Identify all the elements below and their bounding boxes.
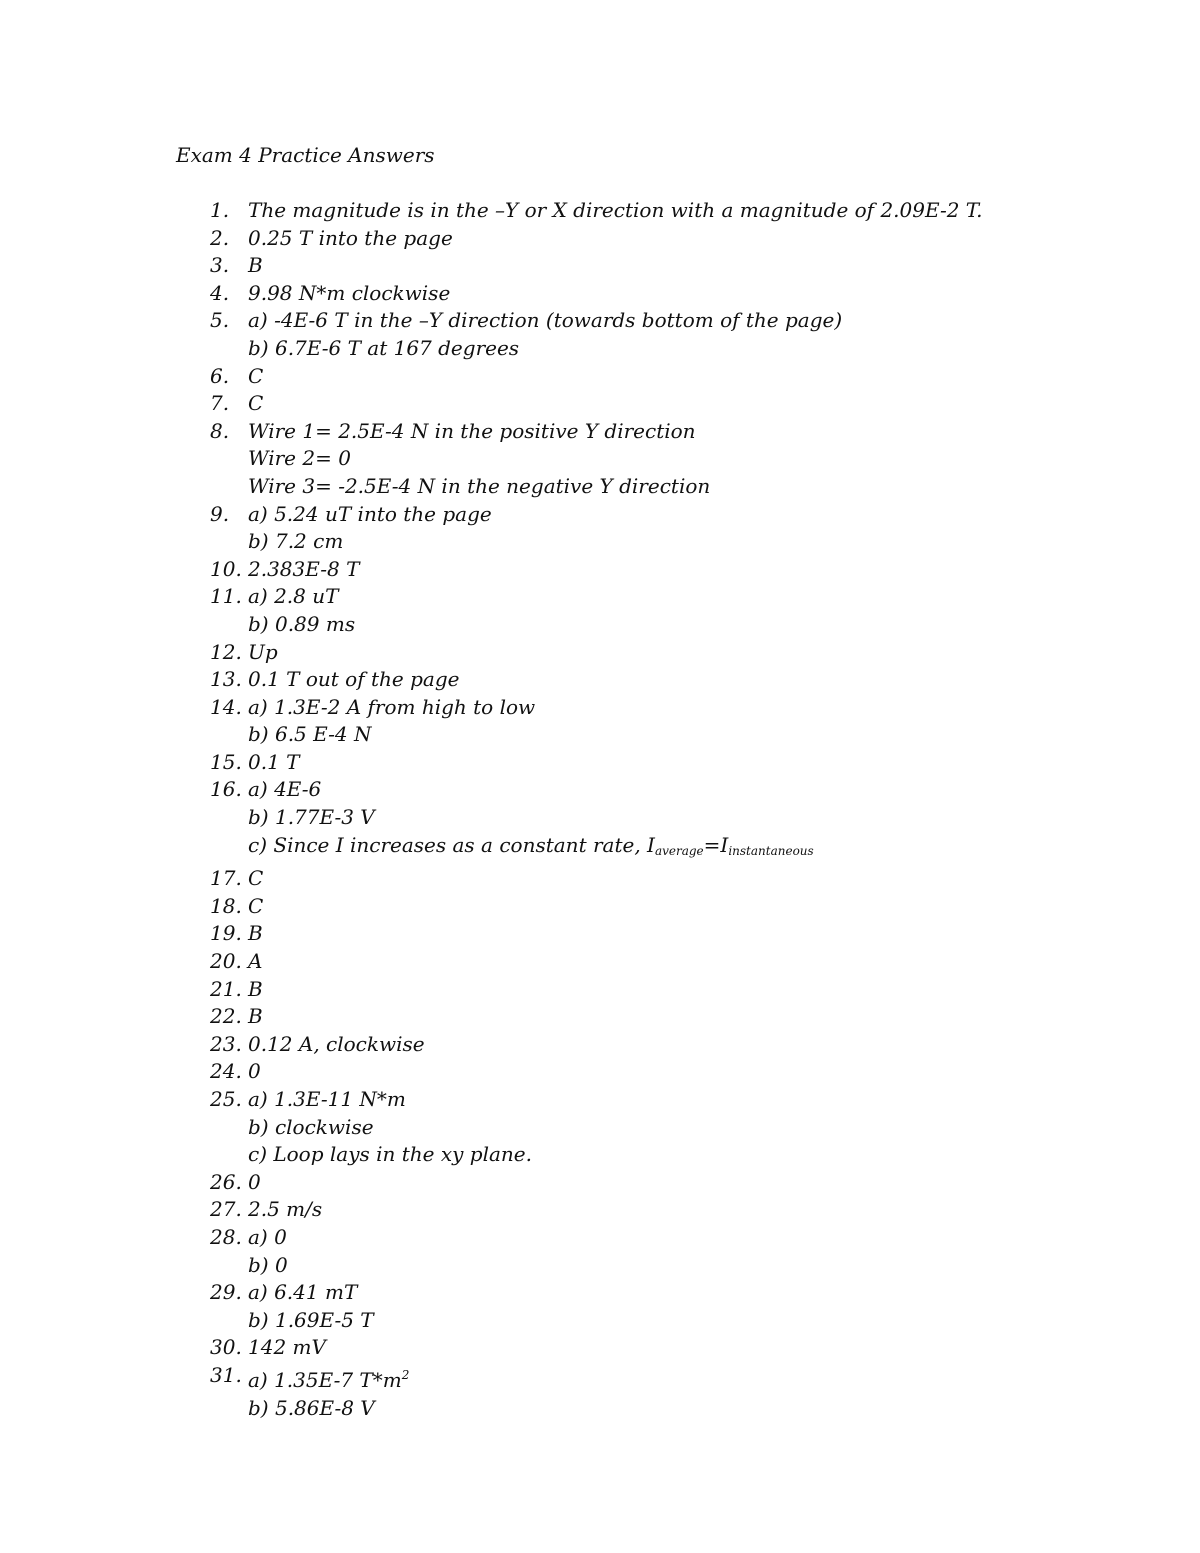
answer-number: 19. (210, 921, 242, 946)
answer-number: 6. (210, 363, 230, 388)
answer-line: b) 5.86E-8 V (248, 1395, 375, 1420)
answer-line: The magnitude is in the –Y or X direction with a magnitude of 2.09E-2 T. (248, 198, 983, 222)
answer-number: 7. (210, 391, 230, 416)
answer-line: 0.1 T out of the page (248, 667, 460, 692)
answer-line: Wire 1= 2.5E-4 N in the positive Y direction (248, 418, 696, 443)
answer-number: 26. (210, 1169, 242, 1194)
answer-line: a) 6.41 mT (248, 1280, 358, 1305)
answer-line: 0.1 T (248, 749, 300, 774)
answer-number: 2. (210, 225, 230, 250)
answer-number: 5. (210, 308, 230, 333)
answer-item (176, 390, 1076, 418)
answer-item (176, 418, 1076, 501)
subscript: average (654, 843, 704, 858)
answer-number: 15. (210, 749, 242, 774)
answer-line: b) 0 (248, 1252, 288, 1277)
answer-item (176, 501, 1076, 556)
answer-line: b) 6.5 E-4 N (248, 722, 372, 747)
answer-line: b) 7.2 cm (248, 529, 344, 554)
answer-number: 3. (210, 253, 230, 278)
answer-item (176, 865, 1076, 893)
answer-line: a) 2.8 uT (248, 584, 339, 609)
answer-number: 14. (210, 694, 242, 719)
answer-number: 30. (210, 1335, 242, 1360)
answer-item (176, 197, 1076, 225)
answer-item (176, 976, 1076, 1004)
answer-item (176, 776, 1076, 865)
answer-number: 10. (210, 556, 242, 581)
answer-line: Wire 3= -2.5E-4 N in the negative Y direction (248, 473, 711, 498)
answer-number: 21. (210, 976, 242, 1001)
answer-number: 11. (210, 584, 242, 609)
answer-text: a) 1.35E-7 T*m (248, 1367, 402, 1392)
answer-number: 18. (210, 893, 242, 918)
answer-item (176, 1334, 1076, 1362)
answer-line: b) 0.89 ms (248, 611, 356, 636)
answer-number: 4. (210, 280, 230, 305)
answer-line: a) 0 (248, 1224, 287, 1249)
answer-line: B (248, 253, 263, 278)
answer-number: 23. (210, 1031, 242, 1056)
answer-line: B (248, 1004, 263, 1029)
answer-line: b) 6.7E-6 T at 167 degrees (248, 335, 520, 360)
answer-line: Wire 2= 0 (248, 446, 351, 471)
answer-line: a) -4E-6 T in the –Y direction (towards bottom of the page) (248, 308, 843, 333)
answer-line: B (248, 921, 263, 946)
answer-item (176, 639, 1076, 667)
answer-list (176, 197, 1076, 1422)
answer-item (176, 583, 1076, 638)
superscript: 2 (401, 1367, 410, 1382)
answer-number: 17. (210, 866, 242, 891)
answer-item (176, 893, 1076, 921)
answer-line: B (248, 976, 263, 1001)
answer-line: 0 (248, 1169, 261, 1194)
answer-item (176, 749, 1076, 777)
answer-item (176, 307, 1076, 362)
answer-line: C (248, 893, 264, 918)
document-title: Exam 4 Practice Answers (176, 143, 435, 167)
answer-number: 27. (210, 1197, 242, 1222)
answer-line: C (248, 363, 264, 388)
answer-line: 2.383E-8 T (248, 556, 360, 581)
answer-item (176, 948, 1076, 976)
answer-item (176, 1003, 1076, 1031)
answer-text: =I (703, 832, 729, 857)
answer-item (176, 1279, 1076, 1334)
answer-line: 0 (248, 1059, 261, 1084)
answer-line: 2.5 m/s (248, 1197, 323, 1222)
answer-line: Up (248, 639, 278, 664)
answer-item (176, 1196, 1076, 1224)
answer-item (176, 1058, 1076, 1086)
answer-number: 16. (210, 777, 242, 802)
answer-line: b) clockwise (248, 1114, 374, 1139)
answer-number: 28. (210, 1224, 242, 1249)
answer-number: 9. (210, 501, 230, 526)
answer-line: c) Loop lays in the xy plane. (248, 1142, 533, 1167)
answer-line: C (248, 391, 264, 416)
answer-line: a) 4E-6 (248, 777, 322, 802)
answer-number: 13. (210, 667, 242, 692)
answer-item (176, 363, 1076, 391)
answer-line: C (248, 866, 264, 891)
answer-item (176, 1224, 1076, 1279)
answer-line (248, 832, 1076, 866)
answer-line: 142 mV (248, 1335, 326, 1360)
answer-number: 25. (210, 1087, 242, 1111)
answer-line: 9.98 N*m clockwise (248, 280, 451, 305)
answer-line (248, 1362, 1076, 1395)
answer-item (176, 280, 1076, 308)
answer-number: 24. (210, 1059, 242, 1084)
subscript: instantaneous (728, 843, 814, 858)
answer-number: 29. (210, 1280, 242, 1305)
answer-item (176, 225, 1076, 253)
answer-line: a) 1.3E-2 A from high to low (248, 694, 536, 719)
answer-line: 0.12 A, clockwise (248, 1031, 425, 1056)
answer-text: c) Since I increases as a constant rate, I (248, 832, 655, 857)
answer-item (176, 1169, 1076, 1197)
answer-line: a) 1.3E-11 N*m (248, 1087, 406, 1111)
answer-line: a) 5.24 uT into the page (248, 501, 492, 526)
answer-item (176, 694, 1076, 749)
answer-item (176, 666, 1076, 694)
answer-line: b) 1.69E-5 T (248, 1307, 374, 1332)
answer-item (176, 252, 1076, 280)
answer-line: A (248, 949, 263, 974)
answer-number: 8. (210, 418, 230, 443)
answer-item (176, 1086, 1076, 1169)
answer-number: 20. (210, 949, 242, 974)
answer-item (176, 920, 1076, 948)
answer-number: 1. (210, 198, 230, 222)
answer-number: 12. (210, 639, 242, 664)
answer-number: 31. (210, 1362, 242, 1387)
answer-line: 0.25 T into the page (248, 225, 453, 250)
answer-item (176, 1362, 1076, 1422)
answer-number: 22. (210, 1004, 242, 1029)
answer-line: b) 1.77E-3 V (248, 805, 375, 830)
answer-item (176, 1031, 1076, 1059)
answer-item (176, 556, 1076, 584)
